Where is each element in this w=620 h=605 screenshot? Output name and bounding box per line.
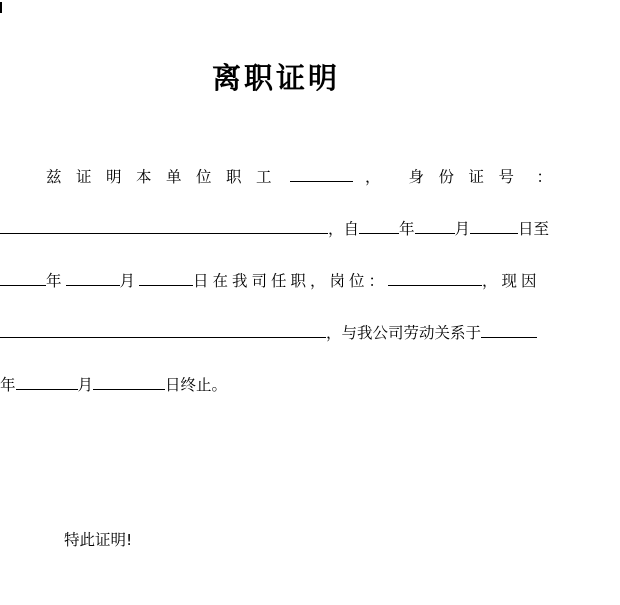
- start-year-blank[interactable]: [359, 232, 399, 234]
- position-blank[interactable]: [388, 284, 482, 286]
- year-label: 年: [0, 376, 16, 394]
- paragraph-line-1: [0, 163, 552, 187]
- start-month-blank[interactable]: [415, 232, 455, 234]
- start-day-blank[interactable]: [470, 232, 518, 234]
- id-number-label: 身份证号: [408, 168, 529, 186]
- paragraph-line-3: [0, 267, 552, 291]
- paragraph-line-4: [0, 319, 552, 343]
- month-label: 月: [119, 272, 136, 290]
- month-label: 月: [454, 220, 471, 238]
- termination-day-blank[interactable]: [93, 388, 165, 390]
- position-label: 日在我司任职，岗位：: [193, 272, 389, 290]
- reason-intro-text: ，现因: [482, 272, 541, 290]
- end-year-blank[interactable]: [0, 284, 46, 286]
- from-text: ，自: [328, 220, 360, 238]
- document-title: 离职证明: [211, 61, 340, 95]
- employee-name-blank[interactable]: [290, 180, 353, 182]
- labor-relation-text: ，与我公司劳动关系于: [326, 324, 482, 342]
- year-label: 年: [46, 272, 62, 290]
- termination-text: 日终止。: [165, 376, 228, 394]
- comma: ，: [364, 168, 381, 186]
- employee-intro-text: 兹证明本单位职工: [45, 168, 286, 186]
- end-month-blank[interactable]: [66, 284, 120, 286]
- id-number-blank[interactable]: [0, 232, 328, 234]
- termination-year-start-blank[interactable]: [481, 336, 537, 338]
- colon: ：: [536, 168, 553, 186]
- paragraph-line-5: [0, 371, 552, 395]
- month-label: 月: [77, 376, 94, 394]
- end-day-blank[interactable]: [139, 284, 193, 286]
- text-cursor: [0, 2, 2, 13]
- closing-statement: 特此证明!: [64, 531, 133, 549]
- termination-month-blank[interactable]: [16, 388, 78, 390]
- paragraph-line-2: [0, 215, 552, 239]
- year-label: 年: [399, 220, 415, 238]
- day-to-text: 日至: [518, 220, 550, 238]
- reason-blank[interactable]: [0, 336, 326, 338]
